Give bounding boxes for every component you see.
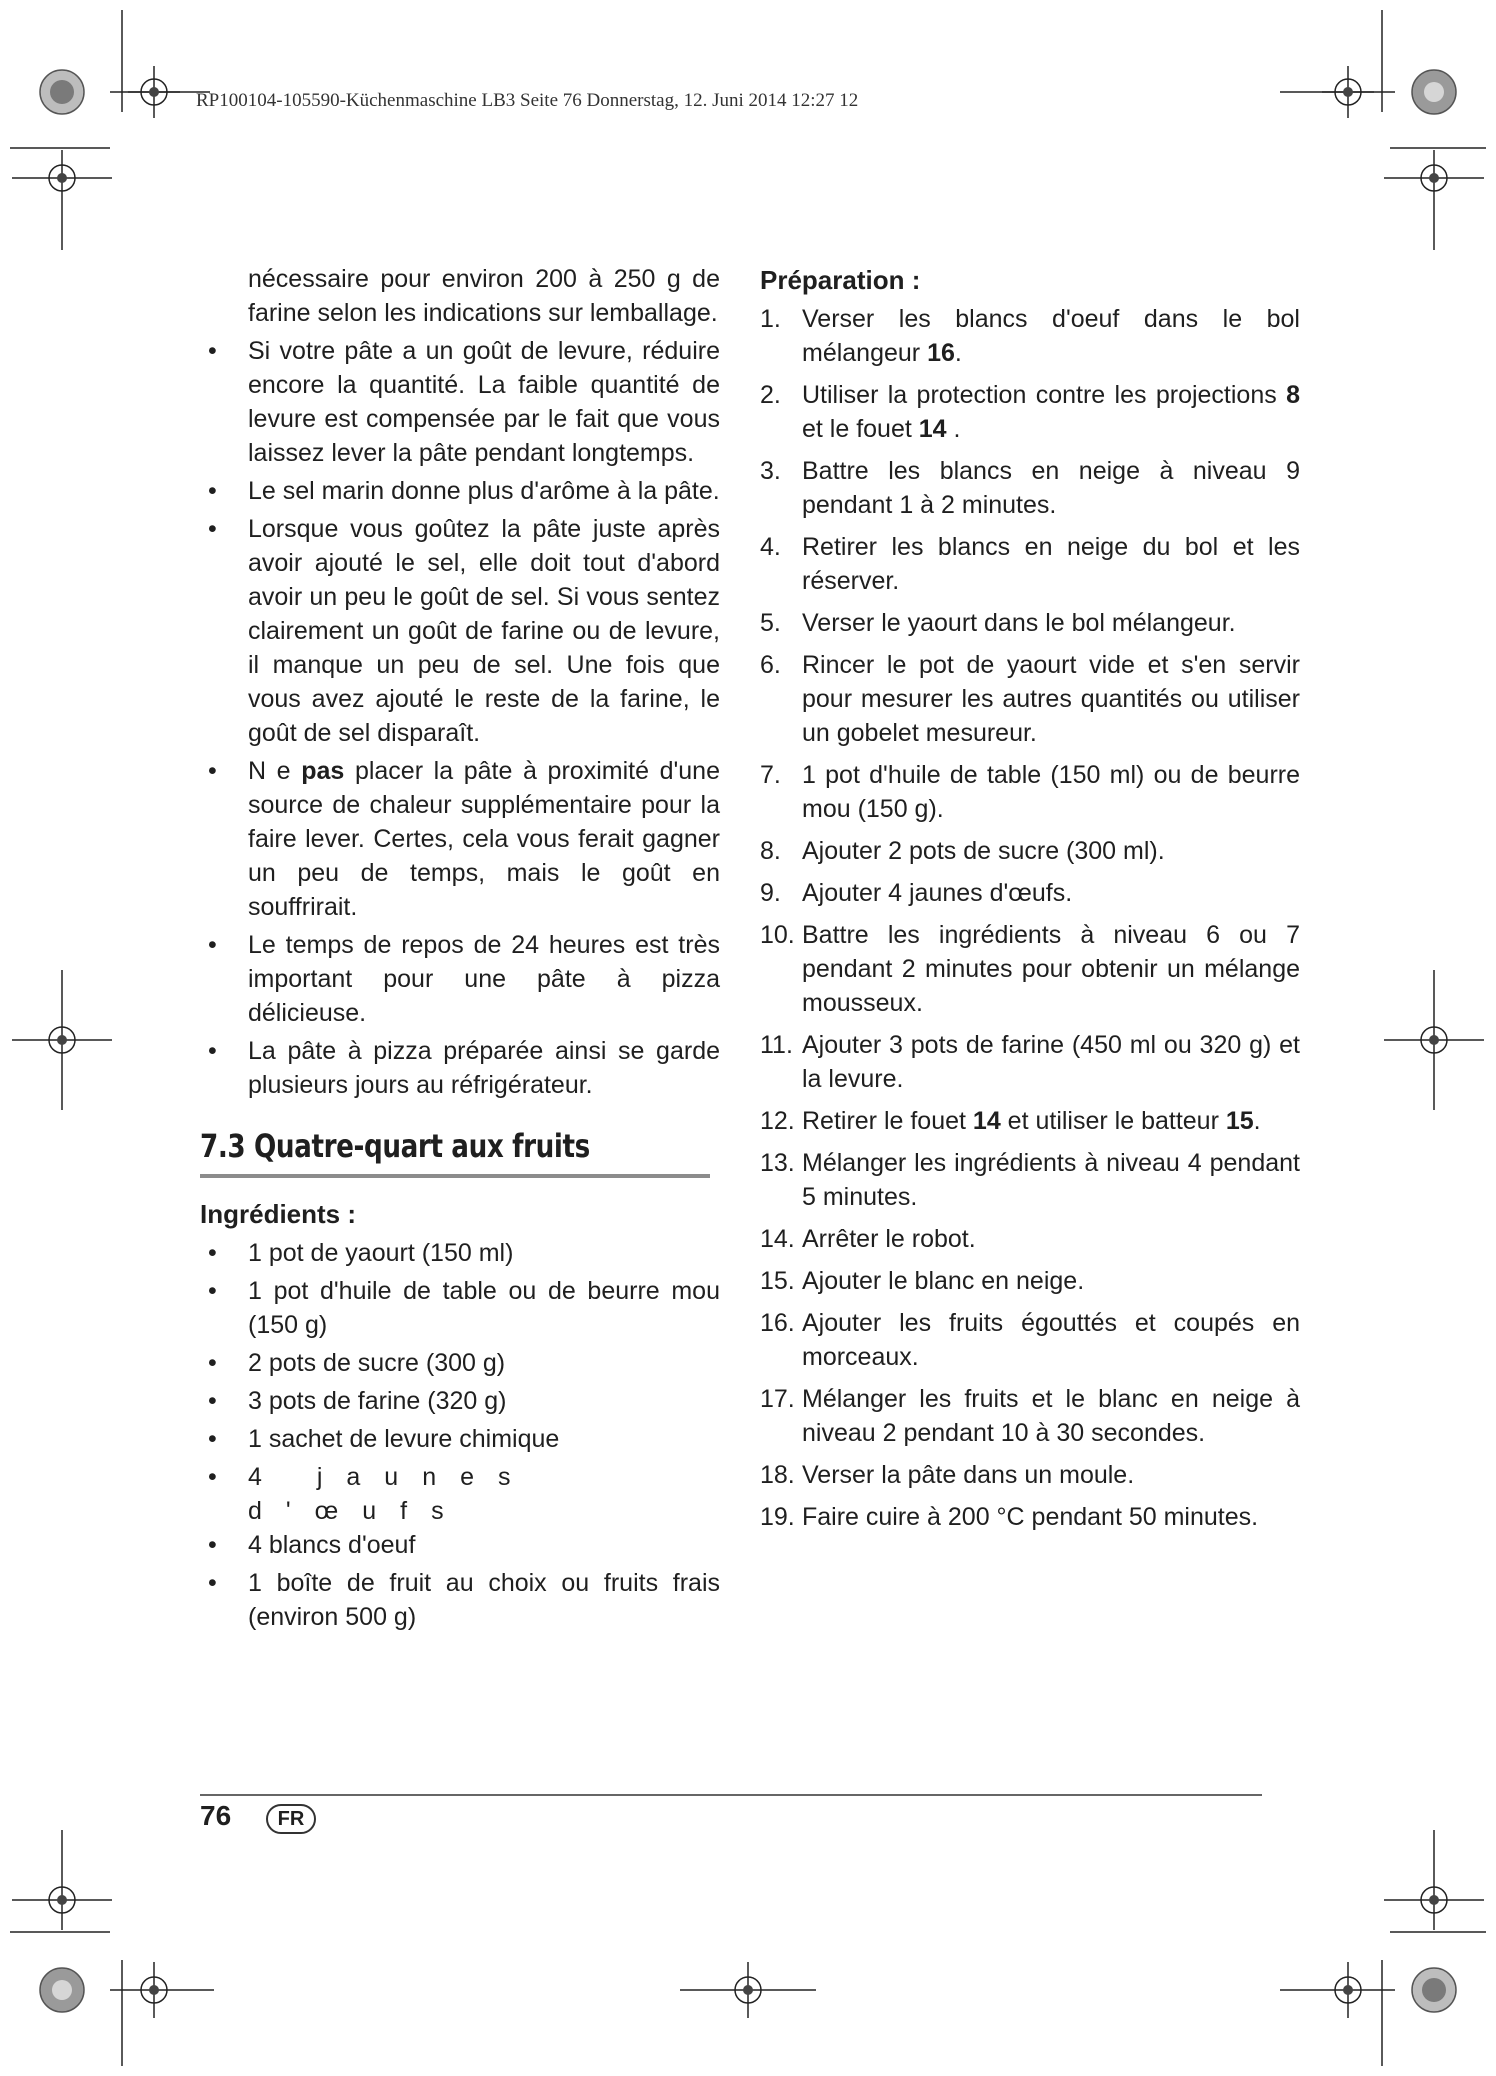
intro-paragraph: nécessaire pour environ 200 à 250 g de farine selon les indications sur lemballage. [248,265,720,327]
language-badge: FR [266,1804,316,1834]
step-text: . [954,339,962,367]
step-text: Ajouter 4 jaunes d'œufs. [802,879,1073,907]
tip-bullet: • Lorsque vous goûtez la pâte juste après avoir ajouté le sel, elle doit tout d'abord avoir un peu le goût de sel. Si vous sentez clairement un goût de farine ou de levure, il manque un peu de sel. Une fois que vous avez ajouté le reste de la farine, le goût de sel disparaît. [200,512,720,750]
step-number: 16. [760,1309,795,1337]
preparation-step [760,1028,1300,1096]
left-column [200,262,720,1634]
step-number: 5. [760,609,781,637]
step-number: 9. [760,879,781,907]
ingredient-item: • 1 boîte de fruit au choix ou fruits frais (environ 500 g) [200,1566,720,1634]
tip-bullet: • Si votre pâte a un goût de levure, réduire encore la quantité. La faible quantité de levure est compensée par le fait que vous laissez lever la pâte pendant longtemps. [200,334,720,470]
step-number: 18. [760,1461,795,1489]
preparation-step [760,1382,1300,1450]
step-text: Mélanger les fruits et le blanc en neige à niveau 2 pendant 10 à 30 secondes. [802,1385,1300,1447]
step-number: 10. [760,921,795,949]
step-text: Battre les ingrédients à niveau 6 ou 7 pendant 2 minutes pour obtenir un mélange mousseux. [802,921,1300,1017]
preparation-step [760,1458,1300,1492]
preparation-step [760,648,1300,750]
ingredient-item: • 1 sachet de levure chimique [200,1422,720,1456]
step-number: 13. [760,1149,795,1177]
preparation-heading: Préparation : [760,265,921,295]
step-text: Verser le yaourt dans le bol mélangeur. [802,609,1236,637]
step-text: . [1253,1107,1261,1135]
warning-emphasis: pas [301,757,345,785]
warning-text: placer la pâte à proximité d'une source de chaleur supplémentaire pour la faire lever. Certes, cela vous ferait gagner un peu de temps, mais le goût en souffrirait. [248,757,720,921]
step-number: 6. [760,651,781,679]
step-text: et utiliser le batteur [1000,1107,1226,1135]
section-rule [200,1174,710,1178]
ingredient-item: • 3 pots de farine (320 g) [200,1384,720,1418]
preparation-step [760,1104,1300,1138]
step-text: 1 pot d'huile de table (150 ml) ou de beurre mou (150 g). [802,761,1300,823]
step-text: Retirer les blancs en neige du bol et les réserver. [802,533,1300,595]
step-number: 17. [760,1385,795,1413]
step-text: Verser les blancs d'oeuf dans le bol mélangeur [802,305,1300,367]
step-text: Rincer le pot de yaourt vide et s'en servir pour mesurer les autres quantités ou utiliser un gobelet mesureur. [802,651,1300,747]
step-text: Ajouter 2 pots de sucre (300 ml). [802,837,1165,865]
ingredient-item: • 2 pots de sucre (300 g) [200,1346,720,1380]
ingredients-heading: Ingrédients : [200,1199,357,1229]
step-ref: 14 [918,415,947,443]
preparation-step [760,918,1300,1020]
preparation-step [760,530,1300,598]
step-number: 19. [760,1503,795,1531]
step-ref: 15 [1225,1107,1254,1135]
ingredient-item: • 4 jaunes d'œufs [200,1460,720,1528]
footer-rule [200,1794,1262,1796]
right-column [760,262,1300,1542]
step-number: 12. [760,1107,795,1135]
preparation-step [760,876,1300,910]
step-number: 11. [760,1031,793,1059]
step-ref: 14 [972,1107,1001,1135]
preparation-step [760,454,1300,522]
step-text: et le fouet [802,415,919,443]
preparation-step [760,302,1300,370]
tip-bullet: • Le temps de repos de 24 heures est très important pour une pâte à pizza délicieuse. [200,928,720,1030]
preparation-step [760,1222,1300,1256]
preparation-step [760,758,1300,826]
step-number: 15. [760,1267,795,1295]
preparation-step [760,378,1300,446]
preparation-step [760,834,1300,868]
step-number: 8. [760,837,781,865]
preparation-steps [760,302,1300,1534]
step-number: 3. [760,457,781,485]
preparation-step [760,1500,1300,1534]
step-ref: 16 [927,339,955,367]
preparation-step [760,1146,1300,1214]
step-number: 14. [760,1225,795,1253]
step-number: 1. [760,305,781,333]
step-text: Ajouter les fruits égouttés et coupés en morceaux. [802,1309,1300,1371]
ingredient-item: • 1 pot de yaourt (150 ml) [200,1236,720,1270]
step-text: Ajouter 3 pots de farine (450 ml ou 320 g) et la levure. [802,1031,1300,1093]
section-title: 7.3 Quatre-quart aux fruits [200,1127,590,1165]
step-text: Retirer le fouet [802,1107,973,1135]
preparation-step [760,1264,1300,1298]
ingredient-item: • 1 pot d'huile de table ou de beurre mou (150 g) [200,1274,720,1342]
step-text: Mélanger les ingrédients à niveau 4 pendant 5 minutes. [802,1149,1300,1211]
step-text: Faire cuire à 200 °C pendant 50 minutes. [802,1503,1259,1531]
tip-bullet: • La pâte à pizza préparée ainsi se garde plusieurs jours au réfrigérateur. [200,1034,720,1102]
page-number: 76 [200,1800,232,1831]
step-text: Battre les blancs en neige à niveau 9 pendant 1 à 2 minutes. [802,457,1300,519]
preparation-step [760,606,1300,640]
step-text: . [946,415,961,443]
tip-bullet: • Le sel marin donne plus d'arôme à la pâte. [200,474,720,508]
warning-lead: N e [248,757,302,785]
print-slug-line: RP100104-105590-Küchenmaschine LB3 Seite 76 Donnerstag, 12. Juni 2014 12:27 12 [196,90,859,111]
step-text: Ajouter le blanc en neige. [802,1267,1085,1295]
step-ref: 8 [1286,381,1300,409]
preparation-step [760,1306,1300,1374]
tip-bullet-warning [200,754,720,924]
step-text: Verser la pâte dans un moule. [802,1461,1135,1489]
step-number: 2. [760,381,781,409]
step-text: Utiliser la protection contre les projections [802,381,1287,409]
step-text: Arrêter le robot. [802,1225,976,1253]
ingredient-item: • 4 blancs d'oeuf [200,1528,720,1562]
step-number: 4. [760,533,781,561]
step-number: 7. [760,761,781,789]
